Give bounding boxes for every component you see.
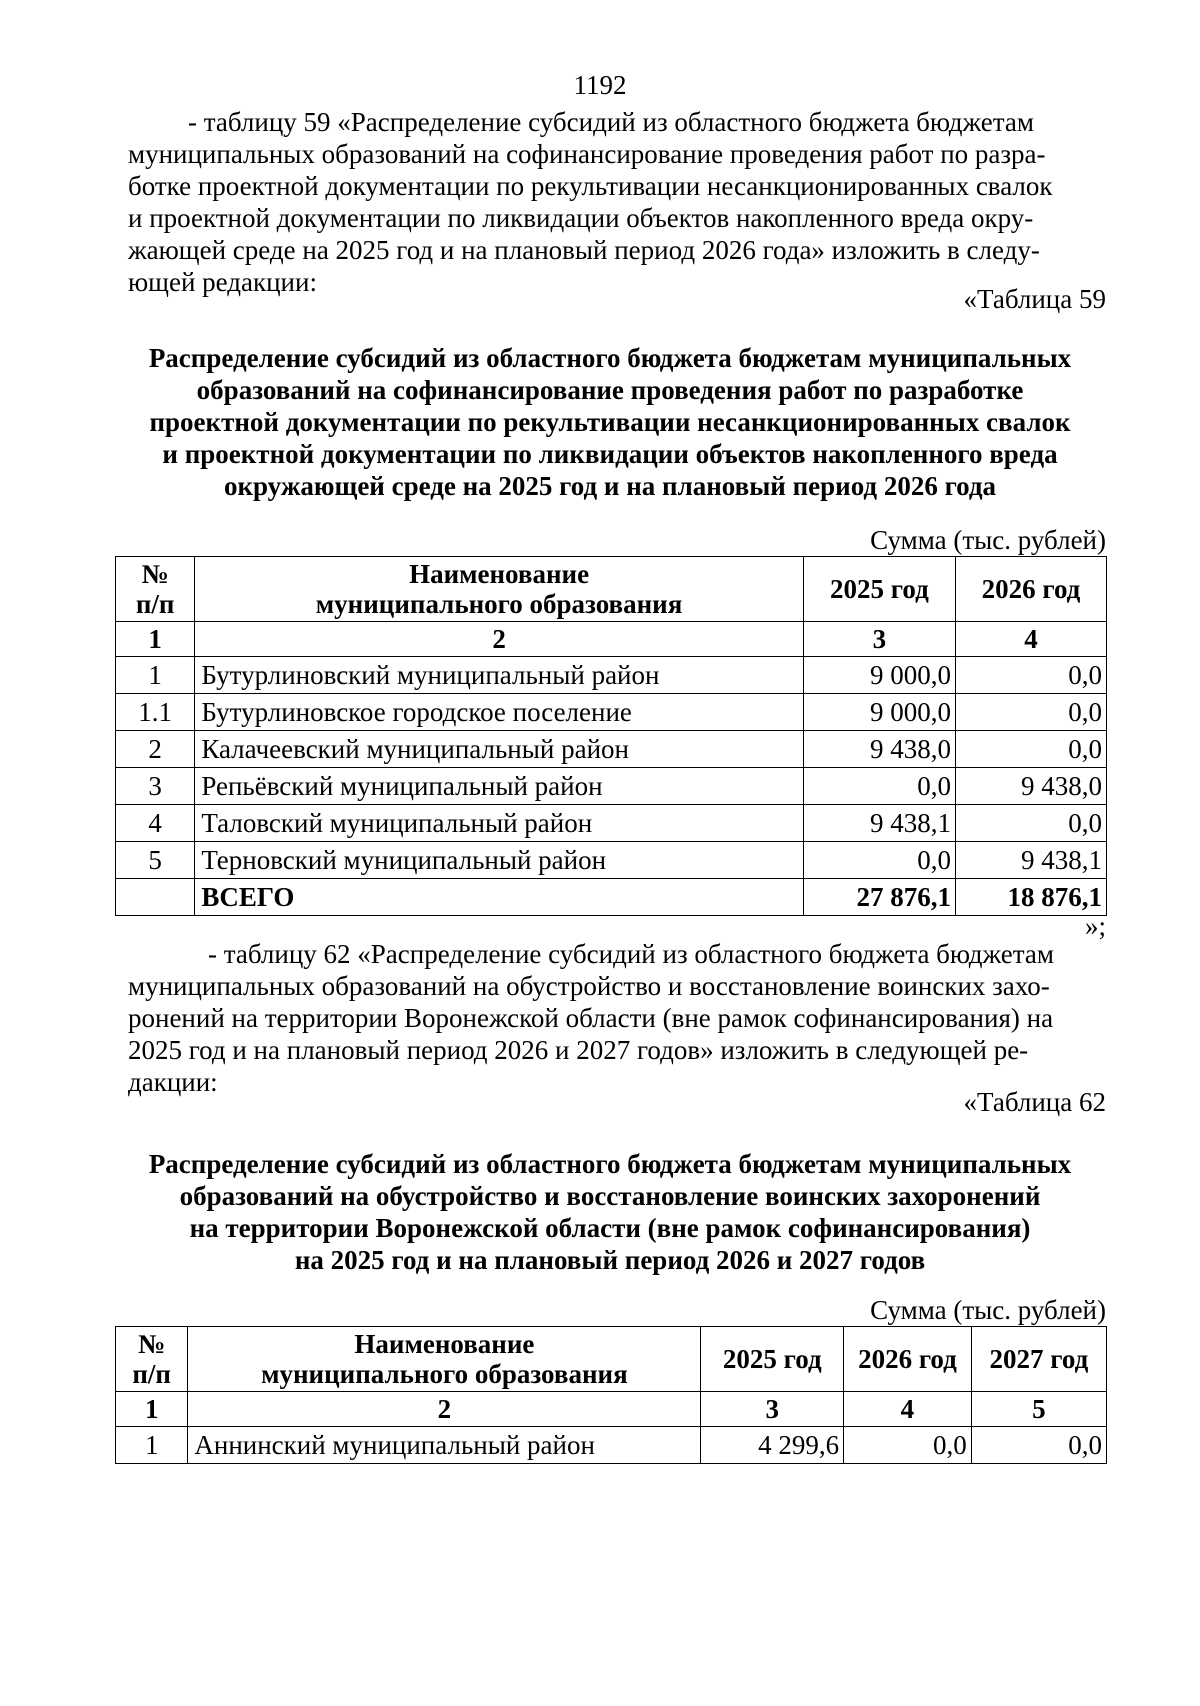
column-number-row <box>116 1392 1107 1427</box>
row-2027: 0,0 <box>971 1427 1106 1464</box>
title-line: Распределение субсидий из областного бюджета бюджетам муниципальных <box>148 1149 1072 1179</box>
intro-line: дакции: <box>128 1067 218 1097</box>
header-2026: 2026 год <box>955 557 1106 622</box>
intro-line: и проектной документации по ликвидации объектов накопленного вреда окру- <box>128 203 1034 233</box>
table-62 <box>115 1326 1107 1464</box>
col-number: 1 <box>116 622 195 657</box>
row-2026: 0,0 <box>955 805 1106 842</box>
intro-line: муниципальных образований на обустройство и восстановление воинских захо- <box>128 971 1050 1001</box>
table-row <box>116 731 1107 768</box>
header-num <box>116 1327 188 1392</box>
header-num-line2: п/п <box>132 1359 171 1389</box>
table-62-units: Сумма (тыс. рублей) <box>870 1295 1106 1325</box>
header-num-line2: п/п <box>135 589 175 619</box>
row-name: Таловский муниципальный район <box>195 805 804 842</box>
title-line: образований на софинансирование проведения работ по разработке <box>196 375 1024 405</box>
intro-paragraph-table-62 <box>128 938 1106 1098</box>
header-2025: 2025 год <box>803 557 955 622</box>
header-name-line2: муниципального образования <box>261 1359 628 1389</box>
table-header-row <box>116 557 1107 622</box>
table-62-title <box>110 1148 1110 1276</box>
header-num-line1: № <box>138 1329 166 1359</box>
row-num: 1 <box>116 1427 188 1464</box>
table-row <box>116 842 1107 879</box>
header-num <box>116 557 195 622</box>
col-number: 4 <box>844 1392 972 1427</box>
row-2025: 9 000,0 <box>803 694 955 731</box>
row-2026: 0,0 <box>844 1427 972 1464</box>
col-number: 4 <box>955 622 1106 657</box>
intro-line: ботке проектной документации по рекультивации несанкционированных свалок <box>128 171 1053 201</box>
row-num: 5 <box>116 842 195 879</box>
intro-line: 2025 год и на плановый период 2026 и 2027 годов» изложить в следующей ре- <box>128 1035 1029 1065</box>
total-2025: 27 876,1 <box>803 879 955 916</box>
page-number: 1192 <box>573 70 627 100</box>
row-num: 2 <box>116 731 195 768</box>
table-59 <box>115 556 1107 916</box>
title-line: окружающей среде на 2025 год и на плановый период 2026 года <box>223 471 997 501</box>
row-2025: 9 000,0 <box>803 657 955 694</box>
title-line: Распределение субсидий из областного бюджета бюджетам муниципальных <box>148 343 1072 373</box>
row-num: 3 <box>116 768 195 805</box>
table-header-row <box>116 1327 1107 1392</box>
header-num-line1: № <box>141 559 169 589</box>
row-2025: 4 299,6 <box>701 1427 844 1464</box>
table-row <box>116 768 1107 805</box>
col-number: 2 <box>195 622 804 657</box>
table-59-label: «Таблица 59 <box>963 284 1106 314</box>
header-name-line1: Наименование <box>409 559 590 589</box>
row-2026: 0,0 <box>955 657 1106 694</box>
row-2025: 0,0 <box>803 768 955 805</box>
row-name: Терновский муниципальный район <box>195 842 804 879</box>
header-name <box>195 557 804 622</box>
row-2025: 9 438,1 <box>803 805 955 842</box>
row-num: 1 <box>116 657 195 694</box>
row-name: Аннинский муниципальный район <box>188 1427 701 1464</box>
intro-line: муниципальных образований на софинансирование проведения работ по разра- <box>128 139 1046 169</box>
total-2026: 18 876,1 <box>955 879 1106 916</box>
col-number: 5 <box>971 1392 1106 1427</box>
header-2025: 2025 год <box>701 1327 844 1392</box>
table-row <box>116 657 1107 694</box>
row-2026: 9 438,0 <box>955 768 1106 805</box>
col-number: 1 <box>116 1392 188 1427</box>
header-name <box>188 1327 701 1392</box>
total-row <box>116 879 1107 916</box>
table-row <box>116 1427 1107 1464</box>
table-row <box>116 805 1107 842</box>
row-2025: 9 438,0 <box>803 731 955 768</box>
table-62-label: «Таблица 62 <box>963 1087 1106 1117</box>
row-name: Калачеевский муниципальный район <box>195 731 804 768</box>
row-2026: 0,0 <box>955 694 1106 731</box>
title-line: на 2025 год и на плановый период 2026 и 2027 годов <box>294 1245 926 1275</box>
intro-line: жающей среде на 2025 год и на плановый период 2026 года» изложить в следу- <box>128 235 1040 265</box>
row-num: 1.1 <box>116 694 195 731</box>
row-2026: 9 438,1 <box>955 842 1106 879</box>
table-row <box>116 694 1107 731</box>
header-name-line1: Наименование <box>354 1329 535 1359</box>
total-num <box>116 879 195 916</box>
table-59-title <box>110 342 1110 502</box>
intro-paragraph-table-59 <box>128 106 1106 298</box>
row-name: Бутурлиновское городское поселение <box>195 694 804 731</box>
intro-line: - таблицу 62 «Распределение субсидий из областного бюджета бюджетам <box>208 939 1054 969</box>
table-59-units: Сумма (тыс. рублей) <box>870 525 1106 555</box>
row-name: Бутурлиновский муниципальный район <box>195 657 804 694</box>
row-2025: 0,0 <box>803 842 955 879</box>
total-label: ВСЕГО <box>195 879 804 916</box>
col-number: 3 <box>803 622 955 657</box>
intro-line: ющей редакции: <box>128 267 317 297</box>
col-number: 2 <box>188 1392 701 1427</box>
intro-line: ронений на территории Воронежской области (вне рамок софинансирования) на <box>128 1003 1054 1033</box>
title-line: на территории Воронежской области (вне рамок софинансирования) <box>189 1213 1031 1243</box>
row-num: 4 <box>116 805 195 842</box>
column-number-row <box>116 622 1107 657</box>
intro-line: - таблицу 59 «Распределение субсидий из областного бюджета бюджетам <box>188 107 1034 137</box>
header-2026: 2026 год <box>844 1327 972 1392</box>
header-2027: 2027 год <box>971 1327 1106 1392</box>
title-line: проектной документации по рекультивации несанкционированных свалок <box>149 407 1071 437</box>
col-number: 3 <box>701 1392 844 1427</box>
title-line: и проектной документации по ликвидации объектов накопленного вреда <box>162 439 1058 469</box>
row-2026: 0,0 <box>955 731 1106 768</box>
table-59-closing: »; <box>1084 911 1106 941</box>
title-line: образований на обустройство и восстановление воинских захоронений <box>179 1181 1041 1211</box>
row-name: Репьёвский муниципальный район <box>195 768 804 805</box>
header-name-line2: муниципального образования <box>315 589 683 619</box>
